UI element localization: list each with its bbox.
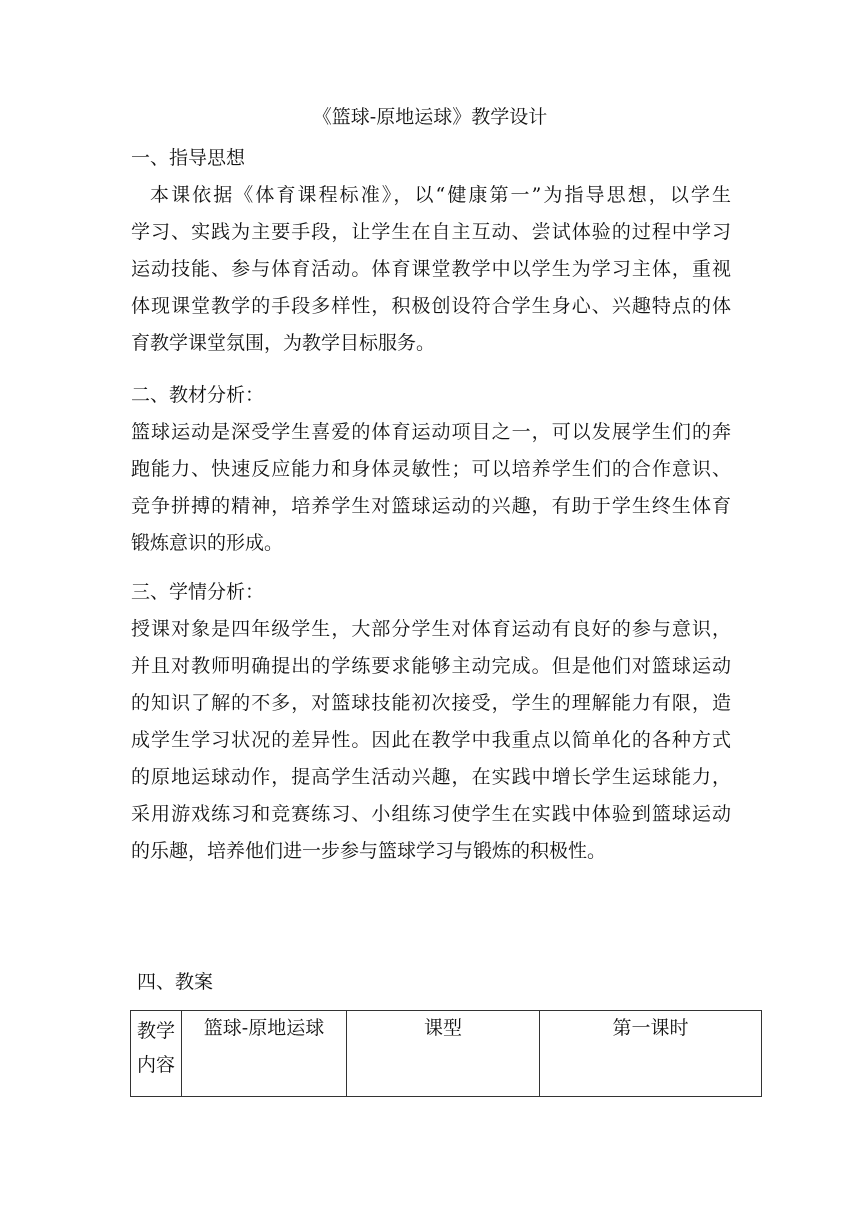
text-line: 锻炼意识的形成。 bbox=[131, 532, 284, 554]
section-heading-guiding-ideology: 一、指导思想 bbox=[131, 147, 246, 169]
text-line: 授课对象是四年级学生，大部分学生对体育运动有良好的参与意识， bbox=[131, 618, 731, 640]
text-line: 并且对教师明确提出的学练要求能够主动完成。但是他们对篮球运动 bbox=[131, 655, 731, 677]
document-title: 《篮球-原地运球》教学设计 bbox=[312, 106, 548, 128]
text-line: 育教学课堂氛围，为教学目标服务。 bbox=[131, 332, 436, 354]
text-line: 的乐趣，培养他们进一步参与篮球学习与锻炼的积极性。 bbox=[131, 840, 607, 862]
table-cell-label bbox=[131, 1011, 182, 1097]
text-line: 学习、实践为主要手段，让学生在自主互动、尝试体验的过程中学习 bbox=[131, 221, 731, 243]
lesson-plan-table bbox=[130, 1010, 762, 1097]
text-line: 本课依据《体育课程标准》，以“健康第一”为指导思想，以学生 bbox=[150, 184, 731, 206]
section-heading-student-analysis: 三、学情分析： bbox=[131, 581, 265, 603]
table-cell-content: 篮球-原地运球 bbox=[182, 1011, 347, 1097]
text-line: 的知识了解的不多，对篮球技能初次接受，学生的理解能力有限，造 bbox=[131, 692, 731, 714]
table-cell-type-value: 第一课时 bbox=[540, 1011, 762, 1097]
text-line: 跑能力、快速反应能力和身体灵敏性；可以培养学生们的合作意识、 bbox=[131, 458, 731, 480]
cell-label-line: 内容 bbox=[136, 1054, 175, 1076]
text-line: 成学生学习状况的差异性。因此在教学中我重点以简单化的各种方式 bbox=[131, 729, 731, 751]
table-cell-type-label: 课型 bbox=[347, 1011, 540, 1097]
section-heading-material-analysis: 二、教材分析： bbox=[131, 384, 265, 406]
cell-label-line: 教学 bbox=[136, 1020, 175, 1042]
section-body-student-analysis bbox=[131, 611, 731, 870]
text-line: 的原地运球动作，提高学生活动兴趣，在实践中增长学生运球能力， bbox=[131, 766, 731, 788]
section-heading-lesson-plan: 四、教案 bbox=[137, 971, 214, 993]
text-line: 体现课堂教学的手段多样性，积极创设符合学生身心、兴趣特点的体 bbox=[131, 295, 731, 317]
text-line: 篮球运动是深受学生喜爱的体育运动项目之一，可以发展学生们的奔 bbox=[131, 421, 731, 443]
text-line: 竞争拼搏的精神，培养学生对篮球运动的兴趣，有助于学生终生体育 bbox=[131, 495, 731, 517]
section-body-guiding-ideology bbox=[131, 177, 731, 362]
text-line: 采用游戏练习和竞赛练习、小组练习使学生在实践中体验到篮球运动 bbox=[131, 803, 731, 825]
table-row bbox=[131, 1011, 762, 1097]
section-body-material-analysis bbox=[131, 414, 731, 562]
text-line: 运动技能、参与体育活动。体育课堂教学中以学生为学习主体，重视 bbox=[131, 258, 731, 280]
